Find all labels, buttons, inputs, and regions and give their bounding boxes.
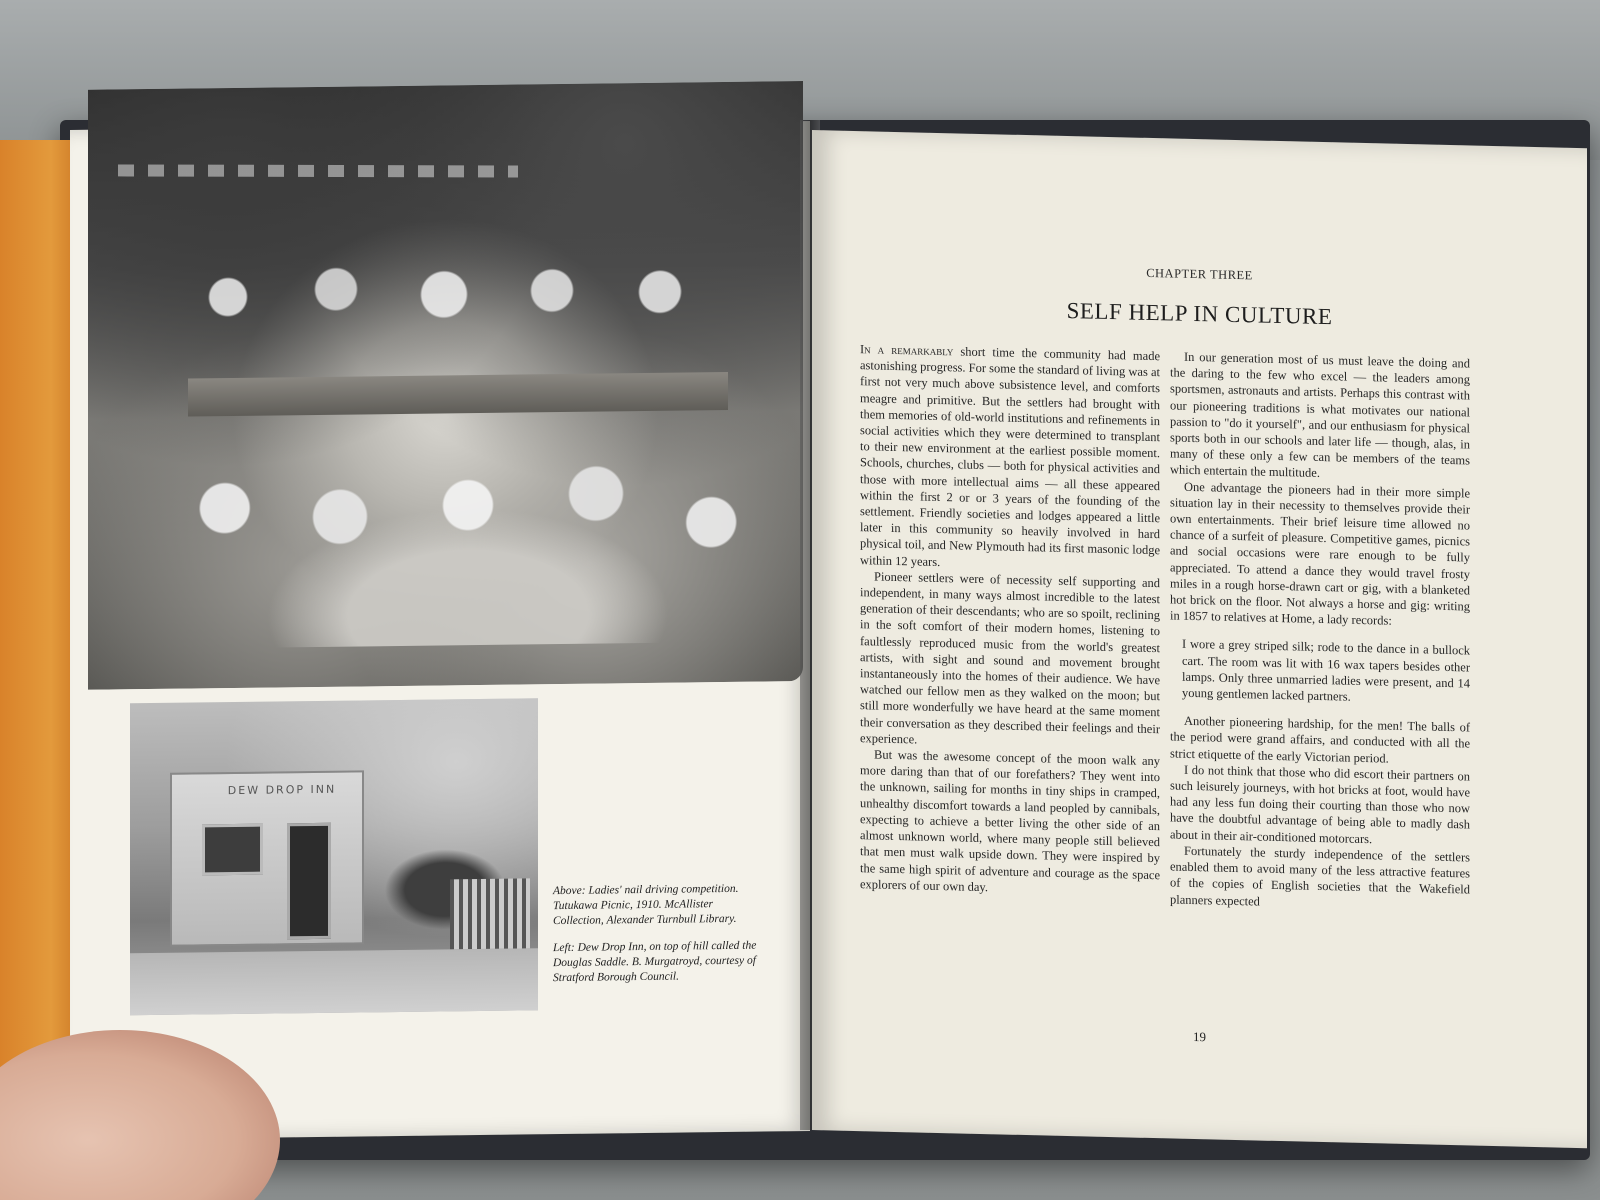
right-page xyxy=(812,130,1587,1148)
paragraph: Another pioneering hardship, for the men! The balls of the period were grand affairs, and conducted with all the strict etiquette of the early Victorian period. xyxy=(1170,714,1470,766)
inn-window xyxy=(202,824,263,876)
picket-fence xyxy=(450,878,530,949)
paragraph: In our generation most of us must leave the doing and the daring to the few who excel — the leaders among sportsmen, astronauts and artists. Perhaps this contrast with our pioneering traditions is what motivates our national passion to "do it yourself", and our enthusiasm for physical sports both in our schools and later life — though, alas, in many of these only a few can be members of the teams which entertain the multitude. xyxy=(1170,349,1470,481)
inn-building xyxy=(170,770,364,946)
paragraph: Pioneer settlers were of necessity self supporting and independent, in many ways almost incredible to the latest generation of their descendants; who are so spoilt, reclining in the soft comfort of their modern homes, listening to faultlessly reproduced music from the world's greatest artists, with sight and sound and movement brought instantaneously into the homes of their audience. We have watched our fellow men as they walked on the moon; but still more wonderfully we have heard at the same moment their conversation as they described their feelings and their experience. xyxy=(860,569,1160,747)
text-column-right xyxy=(1170,348,1470,914)
paragraph: I do not think that those who did escort their partners on such leisurely journeys, with hot bricks at foot, would have had any less fun doing their courting than those who now have the doubtful advantage of being able to madly dash about in their air-conditioned motorcars. xyxy=(1170,762,1470,846)
left-page xyxy=(70,121,810,1140)
seated-children xyxy=(148,441,788,649)
paragraph-text: short time the community had made astonishing progress. For some the standard of living was at first not very much above subsistence level, and comforts meagre and primitive. But the settlers had brought with them memories of old-world institutions and refinements in social activities which they were determined to transplant to their new environment at the earliest possible moment. Schools, churches, clubs — both for physical activities and those with more intellectual aims — all these appeared within the first 2 or or 3 years of the founding of the settlement. Friendly societies and lodges appeared a little later in this community so heavily involved in hard physical toil, and New Plymouth had its first masonic lodge within 12 years. xyxy=(860,344,1160,569)
chapter-label: CHAPTER THREE xyxy=(1146,265,1253,283)
bunting-flags xyxy=(118,160,518,195)
inn-sign: DEW DROP INN xyxy=(227,782,337,798)
paragraph: One advantage the pioneers had in their more simple situation lay in their necessity to themselves provide their own entertainments. Their brief leisure time allowed no chance of a surfeit of pleasure. Competitive games, picnics and social occasions were rare enough to be fully appreciated. To attend a dance they would travel frosty miles in a rough horse-drawn cart or gig, with a blanketed hot brick on the floor. Not always a horse and gig: writing in 1857 to relatives at Home, a lady records: xyxy=(1170,479,1470,628)
standing-ladies xyxy=(168,251,768,388)
caption-left: Left: Dew Drop Inn, on top of hill called the Douglas Saddle. B. Murgatroyd, courtesy of Stratford Borough Council. xyxy=(553,939,757,985)
wooden-plank xyxy=(188,372,728,417)
text-column-left xyxy=(860,341,1160,899)
lead-in: In a remarkably xyxy=(860,342,954,359)
inn-door xyxy=(287,823,331,940)
caption-above: Above: Ladies' nail driving competition. Tutukawa Picnic, 1910. McAllister Collection, Alexander Turnbull Library. xyxy=(553,882,739,928)
paragraph xyxy=(860,341,1160,575)
ground xyxy=(130,948,538,1015)
photo-captions xyxy=(553,882,758,999)
dew-drop-inn-photo xyxy=(130,698,538,1015)
chapter-title: SELF HELP IN CULTURE xyxy=(1066,297,1333,330)
paragraph: But was the awesome concept of the moon walk any more daring than that of our forefathers? They went into the unknown, sailing for months in tiny ships in cramped, unhealthy discomfort towards a land peopled by cannibals, expecting to achieve a better living the other side of an almost unknown world, where many people still believed that men must walk upside down. They were inspired by the same high spirit of adventure and courage as the space explorers of our own day. xyxy=(860,747,1160,894)
page-number: 19 xyxy=(1193,1028,1206,1045)
paragraph: Fortunately the sturdy independence of the settlers enabled them to avoid many of the less attractive features of the copies of English societies that the Wakefield planners expected xyxy=(1170,843,1470,909)
picnic-photo xyxy=(88,81,803,690)
block-quote: I wore a grey striped silk; rode to the dance in a bullock cart. The room was lit with 16 wax tapers besides other lamps. Only three unmarried ladies were present, and 14 young gentlemen lacked partners. xyxy=(1182,637,1470,704)
